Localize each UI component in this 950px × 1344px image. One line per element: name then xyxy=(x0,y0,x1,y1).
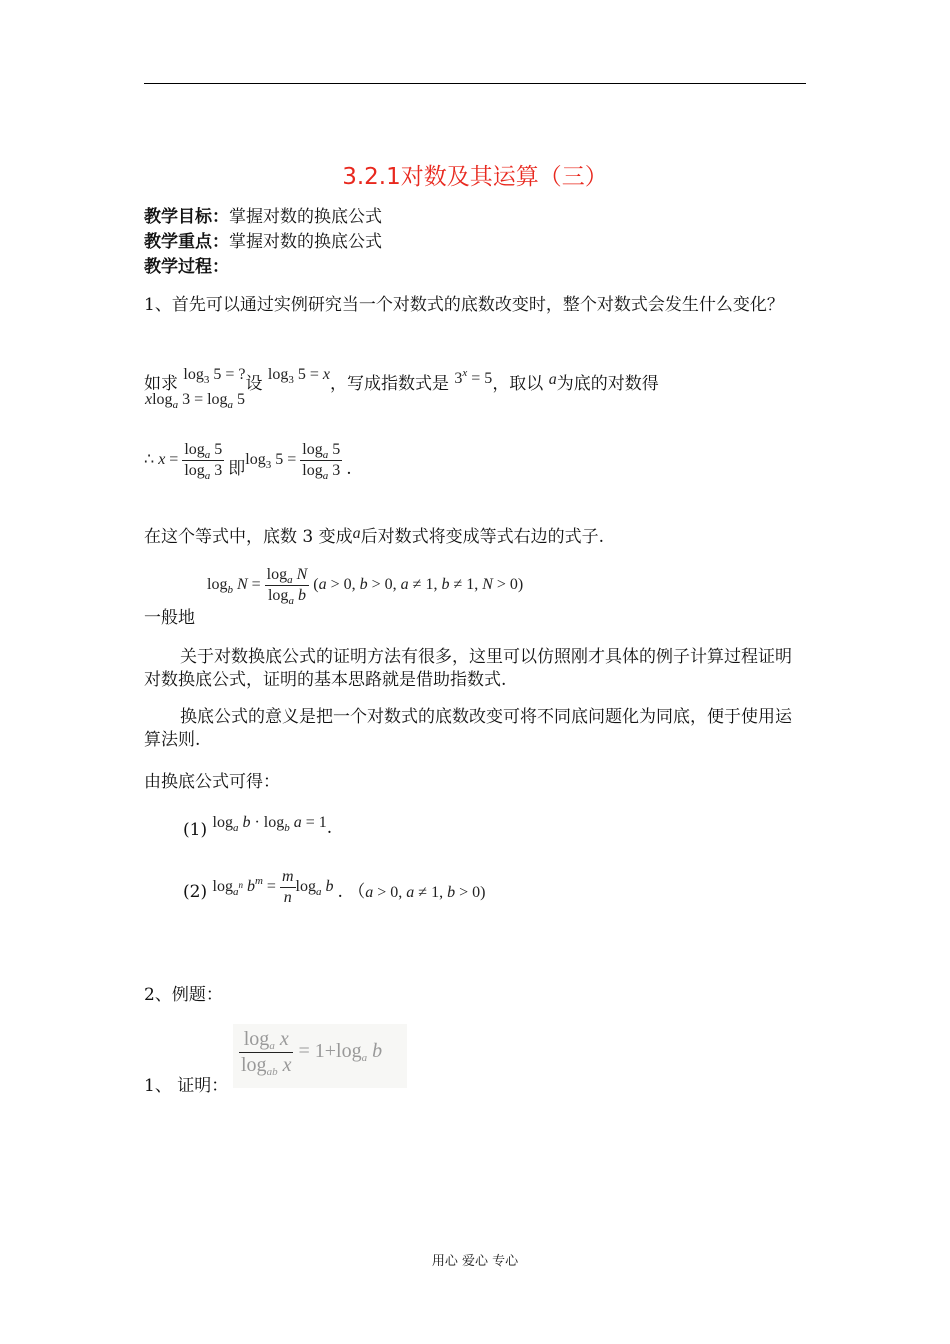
change-pre-text: 在这个等式中，底数 3 变成 xyxy=(144,527,353,547)
change-post-text: 后对数式将变成等式右边的式子. xyxy=(360,527,605,547)
formula-log3-5-x: $\log_3 5 = x$ xyxy=(267,366,330,386)
focus-line xyxy=(144,227,382,252)
intro-paragraph: 1、首先可以通过实例研究当一个对数式的底数改变时，整个对数式会发生什么变化？ xyxy=(144,295,784,315)
formula-xloga3: xlog$_a$ $3 = \log_a 5$ xyxy=(145,391,246,411)
formula-log3-5-frac: $\log_3 5$ = $\frac{\log_a 5}{\log_a 3}$ xyxy=(245,441,341,482)
period-text: . xyxy=(346,459,352,480)
header-rule xyxy=(144,83,806,84)
focus-text: 掌握对数的换底公式 xyxy=(229,232,382,252)
example1-label: 1、 证明： xyxy=(144,1076,229,1096)
she-text: 设 xyxy=(245,374,263,394)
item1-label: (1) xyxy=(183,820,208,840)
formula-change-of-base: $\log_b N$ = $\frac{\log_a N}{\log_a b}$ (a > 0, b > 0, a ≠ 1, b ≠ 1, N > 0) xyxy=(207,566,524,607)
formula-3x-5: $3^x = 5$ xyxy=(454,367,493,387)
examples-heading: 2、例题： xyxy=(144,985,223,1005)
ruqiu-text: 如求 xyxy=(144,374,178,394)
meaning-paragraph: 换底公式的意义是把一个对数式的底数改变可将不同底问题化为同底，便于使用运算法则. xyxy=(144,707,792,750)
item2-line xyxy=(183,868,485,907)
goal-label: 教学目标： xyxy=(144,207,229,227)
yiban-text: 一般地 xyxy=(144,608,195,628)
item2-label: (2) xyxy=(183,882,208,903)
formula-a-change: a xyxy=(352,525,361,542)
formula-item1: $\log_a b \cdot \log_b a = 1$ xyxy=(212,814,327,834)
focus-label: 教学重点： xyxy=(144,232,229,252)
formula-x-frac: ∴ x = $\frac{\log_a 5}{\log_a 3}$ xyxy=(144,441,223,482)
ji-text: 即 xyxy=(228,459,246,480)
formula-item2: $\log_{a^n} b^m$ = $\frac{m}{n}$ $\log_a b$ xyxy=(212,868,334,906)
item1-period: . xyxy=(326,818,333,838)
goal-line xyxy=(144,202,382,227)
item1-line xyxy=(183,812,333,840)
formula-item2-condition: a > 0, a ≠ 1, b > 0) xyxy=(365,884,486,902)
write-exp-text: ，写成指数式是 xyxy=(329,374,449,394)
formula-log3-5-question: $\log_3 5$ = ? xyxy=(183,366,246,386)
page-footer: 用心 爱心 专心 xyxy=(431,1254,519,1269)
page-title: 3.2.1对数及其运算（三） xyxy=(342,164,608,190)
item2-sep: . （ xyxy=(337,882,366,903)
take-log-text: ，取以 xyxy=(492,374,544,394)
derive-text: 由换底公式可得： xyxy=(144,772,280,792)
formula-a: a xyxy=(548,371,557,388)
proof-paragraph: 关于对数换底公式的证明方法有很多，这里可以仿照刚才具体的例子计算过程证明对数换底公式，证明的基本思路就是借助指数式. xyxy=(144,647,792,690)
change-base-line xyxy=(144,522,604,547)
example1-formula-image xyxy=(233,1024,407,1088)
process-label: 教学过程： xyxy=(144,257,229,277)
formula-example1: $\frac{\log_a x}{\log_{ab} x}$ = $1+\log_a$ b xyxy=(241,1028,383,1078)
therefore-line xyxy=(144,441,352,480)
goal-text: 掌握对数的换底公式 xyxy=(229,207,382,227)
as-base-text: 为底的对数得 xyxy=(556,374,659,394)
